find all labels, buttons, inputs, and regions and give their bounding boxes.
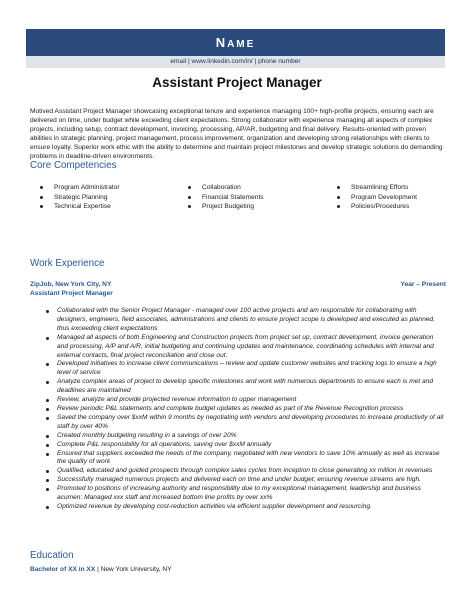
responsibility-item: Successfully managed numerous projects and delivered each on time and under budget; ensuring revenue streams are high.: [46, 476, 444, 485]
education-separator: |: [95, 566, 101, 573]
experience-heading: Work Experience: [30, 258, 105, 269]
job-role: Assistant Project Manager: [30, 290, 113, 297]
competencies-column-1: [37, 183, 120, 212]
responsibility-item: Saved the company over $xxM within 9 months by negotiating with vendors and developing procedures to increase productivity of all staff by over 40%: [46, 414, 444, 432]
name-rest: AME: [227, 39, 256, 50]
competency-item: Policies/Procedures: [334, 202, 417, 212]
responsibility-item: Optimized revenue by developing cost-reduction activities via efficient supplier development and resourcing.: [46, 503, 444, 512]
name-initial: N: [215, 35, 228, 50]
responsibility-item: Promoted to positions of increasing authority and responsibility due to my exceptional management, leadership and business acumen: Managed xxx staff and increased bottom line profits by over xx%: [46, 485, 444, 503]
competency-item: Program Development: [334, 193, 417, 203]
candidate-name: [26, 29, 445, 58]
competencies-heading: Core Competencies: [30, 160, 117, 171]
education-heading: Education: [30, 550, 74, 561]
resume-title: Assistant Project Manager: [152, 75, 322, 90]
responsibility-item: Ensured that suppliers exceeded the needs of the company, negotiated with new vendors to save 10% annually as well as increase the quality of work: [46, 450, 444, 468]
contact-info: email | www.linkedin.com/in/ | phone number: [26, 56, 445, 68]
responsibility-item: Created monthly budgeting resulting in a savings of over 20%: [46, 432, 444, 441]
responsibility-item: Complete P&L responsibility for all operations, saving over $xxM annually: [46, 441, 444, 450]
competency-item: Financial Statements: [185, 193, 264, 203]
job-responsibilities: [46, 307, 444, 512]
responsibility-item: Developed initiatives to increase client communications – review and update customer websites and tracking logs to ensure a high level of service: [46, 360, 444, 378]
competency-item: Collaboration: [185, 183, 264, 193]
name-header-bar: [26, 29, 445, 56]
professional-summary: Motived Assistant Project Manager showcasing exceptional tenure and experience managing 100+ high-profile projects, ensuring each are delivered on time, under budget while exceeding client expectations. Strong collaborator with experience managing all aspects of complex projects, including setup, contract development, invoicing, processing, AP/AR, budgeting and final delivery. Results-oriented with proven abilities in strategic planning, project management, process improvement, organization and developing strong relationships with clients to ensure loyalty. Superior work ethic with the ability to determine and maintain project milestones and develop strategic solutions do demanding problems in deadline-driven environments.: [30, 108, 443, 160]
responsibility-item: Managed all aspects of both Engineering and Construction projects from project set up, contract development, invoice generation and processing, A/P and A/R, initial budgeting and continuing updates and maintenance, coordinating schedules with internal and external contacts, final project reconciliation and close out.: [46, 334, 444, 361]
responsibility-item: Collaborated with the Senior Project Manager - managed over 100 active projects and am responsible for collaborating with designers, engineers, field associates, administrations and clients to ensure project scope is developed and executed as planned, thus exceeding client expectations: [46, 307, 444, 334]
competencies-column-2: [185, 183, 264, 212]
education-degree: Bachelor of XX in XX: [30, 566, 96, 573]
job-company: ZipJob, New York City, NY: [30, 281, 112, 288]
competency-item: Strategic Planning: [37, 193, 120, 203]
job-dates: Year – Present: [400, 281, 446, 288]
competency-item: Project Budgeting: [185, 202, 264, 212]
education-entry: [30, 566, 172, 573]
competency-item: Streamlining Efforts: [334, 183, 417, 193]
education-school: New York University, NY: [100, 566, 172, 573]
competencies-column-3: [334, 183, 417, 212]
competency-item: Program Administrator: [37, 183, 120, 193]
responsibility-item: Analyze complex areas of project to develop specific milestones and work with numerous departments to ensure each is met and deadlines are maintained: [46, 378, 444, 396]
responsibility-item: Review periodic P&L statements and complete budget updates as needed as part of the Revenue Recognition process: [46, 405, 444, 414]
competency-item: Technical Expertise: [37, 202, 120, 212]
responsibility-item: Review, analyze and provide projected revenue information to upper management: [46, 396, 444, 405]
responsibility-item: Qualified, educated and guided prospects through complex sales cycles from inception to close generating xx million in revenues: [46, 467, 444, 476]
